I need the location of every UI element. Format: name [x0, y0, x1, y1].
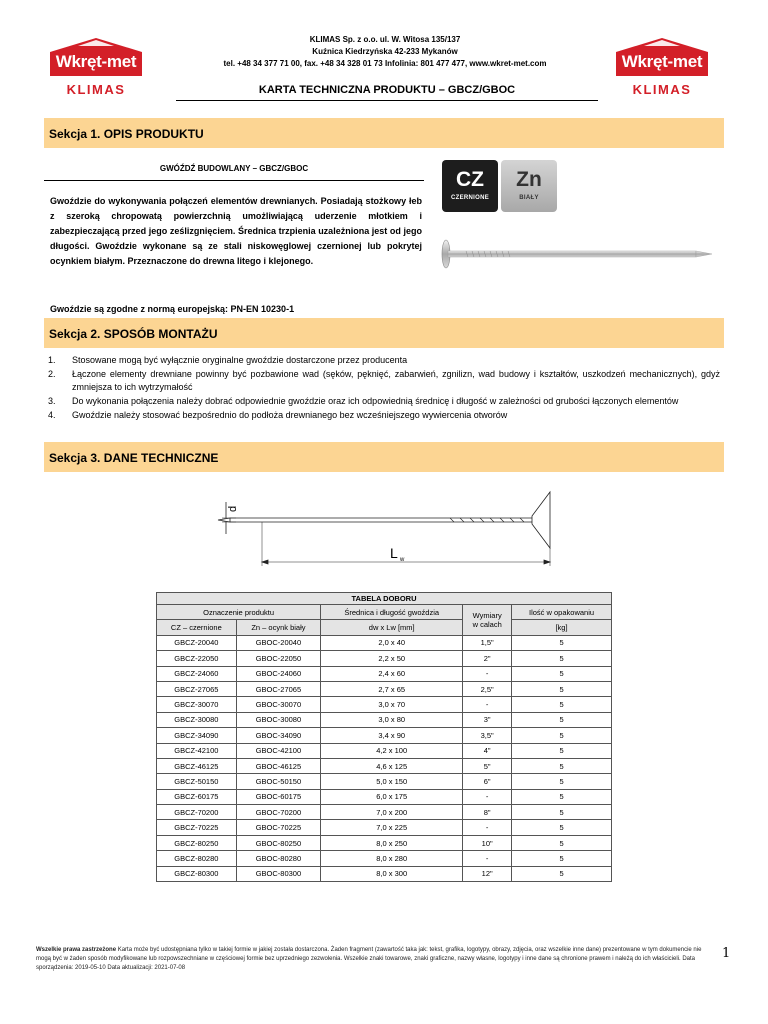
- cell-cz-code: GBCZ-22050: [157, 651, 237, 666]
- cell-zn-code: GBOC-27065: [236, 681, 320, 696]
- header-kg: [kg]: [512, 620, 612, 635]
- table-row: [157, 666, 612, 681]
- section-3-heading: Sekcja 3. DANE TECHNICZNE: [44, 442, 724, 472]
- cell-quantity: 5: [512, 866, 612, 881]
- table-row: [157, 758, 612, 773]
- cell-zn-code: GBOC-80300: [236, 866, 320, 881]
- cell-inches: 4": [463, 743, 512, 758]
- company-line-3: tel. +48 34 377 71 00, fax. +48 34 328 01 73 Infolinia: 801 477 477, www.wkret-met.com: [223, 59, 547, 68]
- cell-cz-code: GBCZ-20040: [157, 635, 237, 650]
- table-row: [157, 681, 612, 696]
- cell-quantity: 5: [512, 743, 612, 758]
- cell-quantity: 5: [512, 805, 612, 820]
- cell-quantity: 5: [512, 651, 612, 666]
- logo-klimas: KLIMAS: [632, 82, 692, 97]
- product-norm: Gwoździe są zgodne z normą europejską: PN-EN 10230-1: [50, 304, 295, 314]
- cell-zn-code: GBOC-60175: [236, 789, 320, 804]
- cell-dimensions: 7,0 x 200: [321, 805, 463, 820]
- montaz-item-number: 1.: [48, 355, 56, 365]
- cell-quantity: 5: [512, 789, 612, 804]
- cell-quantity: 5: [512, 728, 612, 743]
- table-row: [157, 835, 612, 850]
- cell-dimensions: 3,0 x 70: [321, 697, 463, 712]
- montaz-item-text: Gwoździe należy stosować bezpośrednio do podłoża drewnianego bez wcześniejszego wywiercenia otworów: [72, 410, 508, 420]
- cell-inches: -: [463, 666, 512, 681]
- subtitle-divider: [44, 180, 424, 181]
- cell-inches: -: [463, 697, 512, 712]
- table-row: [157, 805, 612, 820]
- montaz-item-text: Do wykonania połączenia należy dobrać odpowiednie gwoździe oraz ich odpowiednią średnicę i długość w zależności od grubości łączonych elementów: [72, 396, 679, 406]
- cell-quantity: 5: [512, 758, 612, 773]
- cell-cz-code: GBCZ-80300: [157, 866, 237, 881]
- cell-cz-code: GBCZ-24060: [157, 666, 237, 681]
- cell-zn-code: GBOC-22050: [236, 651, 320, 666]
- cell-zn-code: GBOC-30070: [236, 697, 320, 712]
- table-row: [157, 728, 612, 743]
- nail-dimension-drawing: [210, 482, 570, 582]
- cell-inches: 6": [463, 774, 512, 789]
- cell-dimensions: 2,4 x 60: [321, 666, 463, 681]
- cell-zn-code: GBOC-34090: [236, 728, 320, 743]
- table-row: [157, 851, 612, 866]
- company-logo-left: [48, 38, 144, 100]
- cell-quantity: 5: [512, 666, 612, 681]
- cell-cz-code: GBCZ-42100: [157, 743, 237, 758]
- badge-cz-code: CZ: [456, 168, 484, 191]
- montaz-item-number: 4.: [48, 410, 56, 420]
- cell-dimensions: 5,0 x 150: [321, 774, 463, 789]
- cell-quantity: 5: [512, 774, 612, 789]
- badge-zn-code: Zn: [516, 168, 542, 191]
- cell-inches: 10": [463, 835, 512, 850]
- company-address: [180, 34, 590, 70]
- logo-wordmark: Wkręt-met: [55, 52, 137, 71]
- cell-dimensions: 8,0 x 250: [321, 835, 463, 850]
- table-row: [157, 712, 612, 727]
- cell-zn-code: GBOC-42100: [236, 743, 320, 758]
- table-row: [157, 820, 612, 835]
- company-line-1: KLIMAS Sp. z o.o. ul. W. Witosa 135/137: [309, 35, 461, 44]
- cell-inches: 8": [463, 805, 512, 820]
- header-srednica: Średnica i długość gwoździa: [321, 605, 463, 620]
- cell-dimensions: 3,4 x 90: [321, 728, 463, 743]
- montaz-item: [48, 395, 720, 408]
- cell-quantity: 5: [512, 681, 612, 696]
- cell-inches: -: [463, 820, 512, 835]
- drawing-l-subscript: w: [400, 557, 405, 563]
- title-divider: [176, 100, 598, 101]
- cell-cz-code: GBCZ-50150: [157, 774, 237, 789]
- cell-dimensions: 7,0 x 225: [321, 820, 463, 835]
- cell-cz-code: GBCZ-70200: [157, 805, 237, 820]
- table-row: [157, 743, 612, 758]
- cell-dimensions: 8,0 x 280: [321, 851, 463, 866]
- cell-cz-code: GBCZ-30080: [157, 712, 237, 727]
- cell-zn-code: GBOC-70200: [236, 805, 320, 820]
- cell-dimensions: 6,0 x 175: [321, 789, 463, 804]
- cell-inches: 3": [463, 712, 512, 727]
- header-wymiary-line-1: Wymiary: [472, 610, 502, 620]
- cell-dimensions: 3,0 x 80: [321, 712, 463, 727]
- table-row: [157, 651, 612, 666]
- cell-quantity: 5: [512, 697, 612, 712]
- cell-inches: -: [463, 851, 512, 866]
- table-caption: TABELA DOBORU: [157, 593, 612, 605]
- table-body: [157, 635, 612, 881]
- section-1-heading: Sekcja 1. OPIS PRODUKTU: [44, 118, 724, 148]
- cell-dimensions: 2,0 x 40: [321, 635, 463, 650]
- header-dim: dw x Lw [mm]: [321, 620, 463, 635]
- cell-quantity: 5: [512, 820, 612, 835]
- cell-cz-code: GBCZ-46125: [157, 758, 237, 773]
- montaz-item: [48, 409, 720, 422]
- cell-dimensions: 2,7 x 65: [321, 681, 463, 696]
- cell-inches: 3,5": [463, 728, 512, 743]
- montaz-item-number: 2.: [48, 369, 56, 379]
- badge-czernione: [442, 160, 498, 212]
- header-wymiary-line-2: w calach: [472, 619, 502, 629]
- cell-inches: 12": [463, 866, 512, 881]
- header-ilosc: Ilość w opakowaniu: [512, 605, 612, 620]
- header-oznaczenie: Oznaczenie produktu: [157, 605, 321, 620]
- cell-cz-code: GBCZ-30070: [157, 697, 237, 712]
- cell-inches: 2": [463, 651, 512, 666]
- footer-text: Karta może być udostępniana tylko w takiej formie w jakiej została dostarczona. Żaden fragment (zawartość taka jak: tekst, grafika, logotypy, obrazy, zdjęcia, oraz wszelkie inne dane) prezentowane w tym dokumencie nie mogą być w żaden sposób modyfikowane lub rozpowszechniane w częściowej formie bez uprzedniego zezwolenia. Wszelkie znaki towarowe, znaki graficzne, nazwy własne, logotypy i inne dane są chronione prawem i należą do ich właścicieli. Data sporządzenia: 2019-05-10 Data aktualizacji: 2021-07-08: [36, 947, 702, 971]
- cell-cz-code: GBCZ-70225: [157, 820, 237, 835]
- company-logo-right: [614, 38, 710, 100]
- drawing-d-label: d: [227, 505, 239, 512]
- cell-cz-code: GBCZ-80280: [157, 851, 237, 866]
- cell-cz-code: GBCZ-27065: [157, 681, 237, 696]
- cell-inches: 1,5": [463, 635, 512, 650]
- cell-inches: 5": [463, 758, 512, 773]
- cell-dimensions: 4,6 x 125: [321, 758, 463, 773]
- badge-ocynk: [501, 160, 557, 212]
- cell-zn-code: GBOC-24060: [236, 666, 320, 681]
- montaz-item-text: Stosowane mogą być wyłącznie oryginalne gwoździe dostarczone przez producenta: [72, 355, 408, 365]
- company-line-2: Kuźnica Kiedrzyńska 42-233 Mykanów: [312, 47, 458, 56]
- section-2-heading: Sekcja 2. SPOSÓB MONTAŻU: [44, 318, 724, 348]
- cell-cz-code: GBCZ-34090: [157, 728, 237, 743]
- cell-dimensions: 2,2 x 50: [321, 651, 463, 666]
- table-row: [157, 866, 612, 881]
- table-row: [157, 789, 612, 804]
- product-description: Gwoździe do wykonywania połączeń elementów drewnianych. Posiadają stożkowy łeb z szeroką chropowatą powierzchnią umożliwiającą uderzenie młotkiem i zabezpieczającą przed jego ześlizgnięciem. Średnica trzpienia uzależniona jest od jego długości. Gwoździe wykonane są ze stali niskowęglowej czernionej lub pokrytej ocynkiem białym. Przeznaczone do drewna litego i klejonego.: [50, 196, 422, 266]
- header-wymiary: [463, 605, 512, 636]
- cell-quantity: 5: [512, 835, 612, 850]
- drawing-l-label: L: [390, 545, 398, 561]
- badge-cz-label: CZERNIONE: [450, 195, 490, 201]
- montaz-item-text: Łączone elementy drewniane powinny być pozbawione wad (sęków, pęknięć, zabarwień, zgnilizn, wad budowy i kształtów, uszkodzeń mechanicznych), gdyż zmniejsza to ich wytrzymałość: [72, 369, 720, 392]
- cell-zn-code: GBOC-30080: [236, 712, 320, 727]
- footer-disclaimer: [36, 946, 712, 973]
- logo-wordmark: Wkręt-met: [621, 52, 703, 71]
- cell-quantity: 5: [512, 635, 612, 650]
- badge-zn-label: BIAŁY: [519, 195, 539, 201]
- cell-zn-code: GBOC-46125: [236, 758, 320, 773]
- table-row: [157, 774, 612, 789]
- page-number: 1: [722, 946, 731, 961]
- nail-photo: [436, 232, 718, 282]
- cell-quantity: 5: [512, 851, 612, 866]
- cell-dimensions: 8,0 x 300: [321, 866, 463, 881]
- cell-zn-code: GBOC-70225: [236, 820, 320, 835]
- cell-quantity: 5: [512, 712, 612, 727]
- cell-zn-code: GBOC-50150: [236, 774, 320, 789]
- cell-zn-code: GBOC-80280: [236, 851, 320, 866]
- cell-inches: 2,5": [463, 681, 512, 696]
- cell-cz-code: GBCZ-60175: [157, 789, 237, 804]
- table-row: [157, 635, 612, 650]
- montaz-item-number: 3.: [48, 396, 56, 406]
- cell-inches: -: [463, 789, 512, 804]
- montaz-item: [48, 354, 720, 367]
- montaz-list: [48, 354, 720, 423]
- header-zn: Zn – ocynk biały: [236, 620, 320, 635]
- footer-bold: Wszelkie prawa zastrzeżone: [36, 947, 117, 953]
- logo-klimas: KLIMAS: [66, 82, 126, 97]
- selection-table: [156, 592, 612, 882]
- product-subtitle: GWÓŹDŹ BUDOWLANY – GBCZ/GBOC: [159, 164, 309, 173]
- document-title: KARTA TECHNICZNA PRODUKTU – GBCZ/GBOC: [258, 84, 516, 96]
- cell-cz-code: GBCZ-80250: [157, 835, 237, 850]
- cell-zn-code: GBOC-80250: [236, 835, 320, 850]
- table-row: [157, 697, 612, 712]
- cell-dimensions: 4,2 x 100: [321, 743, 463, 758]
- header-cz: CZ – czernione: [157, 620, 237, 635]
- montaz-item: [48, 368, 720, 394]
- cell-zn-code: GBOC-20040: [236, 635, 320, 650]
